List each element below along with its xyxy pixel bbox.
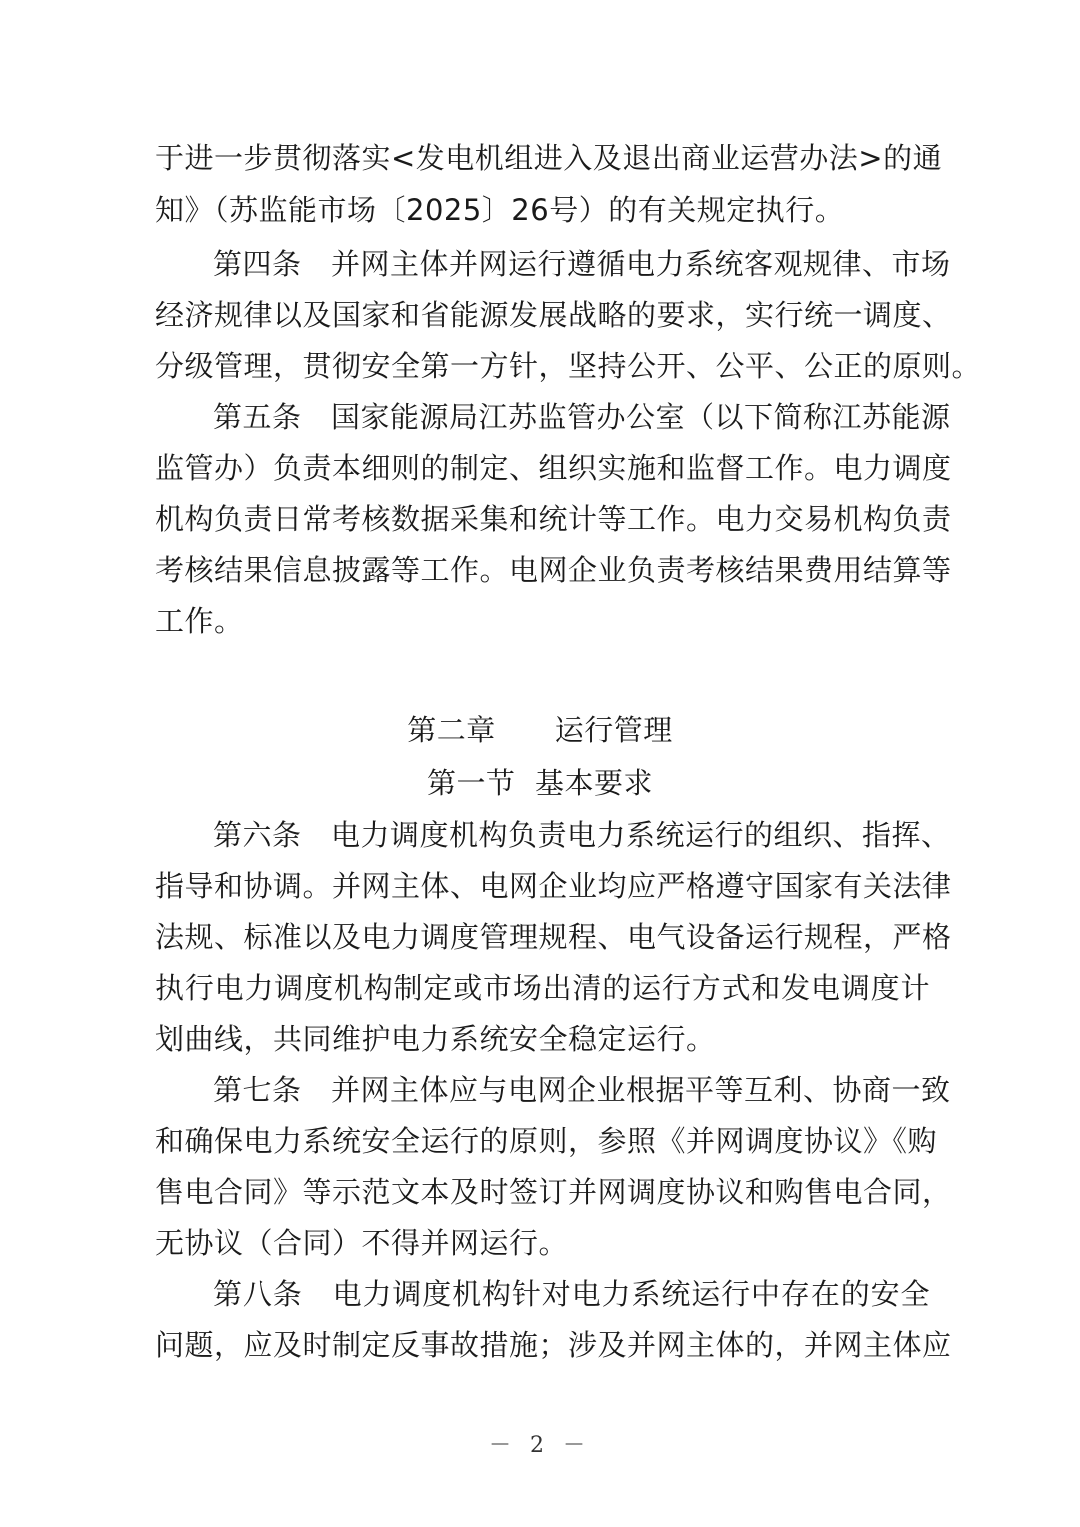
- article-8-line: 第八条 电力调度机构针对电力系统运行中存在的安全: [213, 1277, 930, 1311]
- paragraph-line: 考核结果信息披露等工作。电网企业负责考核结果费用结算等: [155, 553, 952, 587]
- paragraph-line: 和确保电力系统安全运行的原则，参照《并网调度协议》《购: [155, 1124, 938, 1158]
- paragraph-line: 经济规律以及国家和省能源发展战略的要求，实行统一调度、: [155, 298, 952, 332]
- section-heading: 第一节 基本要求: [427, 766, 653, 800]
- paragraph-line: 指导和协调。并网主体、电网企业均应严格遵守国家有关法律: [155, 869, 952, 903]
- paragraph-line: 划曲线，共同维护电力系统安全稳定运行。: [155, 1022, 716, 1056]
- paragraph-line: 机构负责日常考核数据采集和统计等工作。电力交易机构负责: [155, 502, 952, 536]
- paragraph-line: 售电合同》等示范文本及时签订并网调度协议和购售电合同，: [155, 1175, 952, 1209]
- article-5-line: 第五条 国家能源局江苏监管办公室（以下简称江苏能源: [213, 400, 951, 434]
- page-number: － 2 －: [489, 1433, 591, 1458]
- paragraph-line: 法规、标准以及电力调度管理规程、电气设备运行规程，严格: [155, 920, 952, 954]
- article-6-line: 第六条 电力调度机构负责电力系统运行的组织、指挥、: [213, 818, 951, 852]
- paragraph-line: 无协议（合同）不得并网运行。: [155, 1226, 569, 1260]
- paragraph-line: 工作。: [155, 604, 244, 638]
- article-7-line: 第七条 并网主体应与电网企业根据平等互利、协商一致: [213, 1073, 951, 1107]
- paragraph-line: 于进一步贯彻落实<发电机组进入及退出商业运营办法>的通: [155, 141, 943, 175]
- paragraph-line: 知》（苏监能市场〔2025〕26号）的有关规定执行。: [155, 193, 845, 227]
- article-4-line: 第四条 并网主体并网运行遵循电力系统客观规律、市场: [213, 247, 951, 281]
- chapter-heading: 第二章 运行管理: [407, 713, 673, 747]
- paragraph-line: 执行电力调度机构制定或市场出清的运行方式和发电调度计: [155, 971, 930, 1005]
- paragraph-line: 问题，应及时制定反事故措施；涉及并网主体的，并网主体应: [155, 1328, 952, 1362]
- paragraph-line: 分级管理，贯彻安全第一方针，坚持公开、公平、公正的原则。: [155, 349, 982, 383]
- paragraph-line: 监管办）负责本细则的制定、组织实施和监督工作。电力调度: [155, 451, 952, 485]
